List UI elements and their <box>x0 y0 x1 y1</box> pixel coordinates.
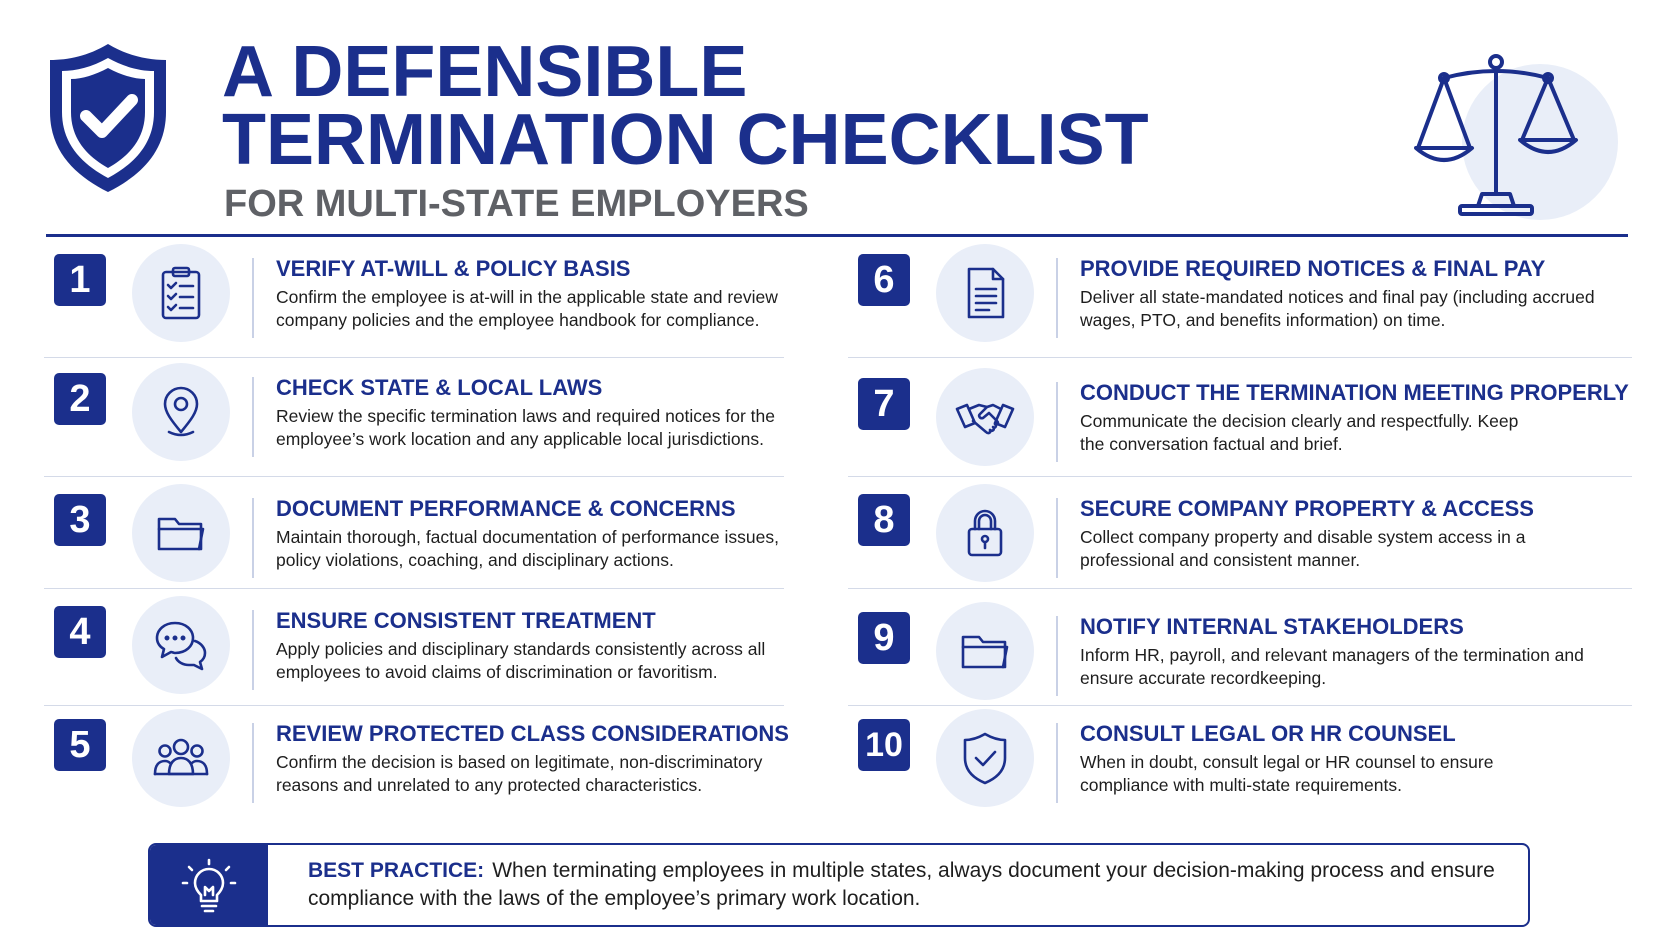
item-title: CHECK STATE & LOCAL LAWS <box>276 375 603 400</box>
checklist-item-5 <box>44 709 789 819</box>
item-number: 1 <box>54 254 106 306</box>
row-separator <box>848 357 1632 358</box>
item-number: 9 <box>858 612 910 664</box>
item-divider <box>1056 382 1058 462</box>
item-title: DOCUMENT PERFORMANCE & CONCERNS <box>276 496 736 521</box>
item-divider <box>1056 498 1058 578</box>
item-number: 7 <box>858 378 910 430</box>
chat-bubbles-icon <box>132 596 230 694</box>
item-title: ENSURE CONSISTENT TREATMENT <box>276 608 656 633</box>
row-separator <box>44 357 784 358</box>
item-title: NOTIFY INTERNAL STAKEHOLDERS <box>1080 614 1464 639</box>
item-description: Confirm the employee is at-will in the applicable state and review company policies and the employee handbook for compliance. <box>276 287 778 330</box>
item-number: 8 <box>858 494 910 546</box>
scales-of-justice-icon <box>1410 48 1620 228</box>
location-pin-icon <box>132 363 230 461</box>
item-description: Review the specific termination laws and required notices for the employee’s work location and any applicable local jurisdictions. <box>276 406 775 449</box>
clipboard-checklist-icon <box>132 244 230 342</box>
checklist-item-4 <box>44 596 784 706</box>
checklist-item-7 <box>848 368 1632 478</box>
people-group-icon <box>132 709 230 807</box>
item-title: VERIFY AT-WILL & POLICY BASIS <box>276 256 631 281</box>
item-description: Inform HR, payroll, and relevant managers of the termination and ensure accurate recordkeeping. <box>1080 645 1584 688</box>
item-number: 2 <box>54 373 106 425</box>
folder-icon <box>936 602 1034 700</box>
row-separator <box>44 476 784 477</box>
item-number: 3 <box>54 494 106 546</box>
best-practice-callout <box>148 843 1530 927</box>
row-separator <box>848 588 1632 589</box>
header-divider <box>46 234 1628 237</box>
item-title: REVIEW PROTECTED CLASS CONSIDERATIONS <box>276 721 789 746</box>
item-title: PROVIDE REQUIRED NOTICES & FINAL PAY <box>1080 256 1546 281</box>
handshake-icon <box>936 368 1034 466</box>
item-title: SECURE COMPANY PROPERTY & ACCESS <box>1080 496 1534 521</box>
checklist-item-3 <box>44 484 784 594</box>
checklist-item-9 <box>848 602 1632 712</box>
item-description: Apply policies and disciplinary standards consistently across all employees to avoid claims of discrimination or favoritism. <box>276 639 766 682</box>
item-number: 6 <box>858 254 910 306</box>
item-divider <box>1056 616 1058 696</box>
document-icon <box>936 244 1034 342</box>
row-separator <box>848 705 1632 706</box>
item-description: When in doubt, consult legal or HR counsel to ensure compliance with multi-state requirements. <box>1080 752 1494 795</box>
row-separator <box>44 705 784 706</box>
item-title: CONSULT LEGAL OR HR COUNSEL <box>1080 721 1456 746</box>
page-title <box>222 32 1149 180</box>
item-divider <box>252 498 254 578</box>
item-description: Deliver all state-mandated notices and final pay (including accrued wages, PTO, and benefits information) on time. <box>1080 287 1595 330</box>
shield-check-logo-icon <box>44 40 172 196</box>
item-number: 10 <box>858 719 910 771</box>
item-number: 5 <box>54 719 106 771</box>
checklist-item-8 <box>848 484 1632 594</box>
row-separator <box>848 476 1632 477</box>
item-number: 4 <box>54 606 106 658</box>
checklist-item-10 <box>848 709 1632 819</box>
checklist-item-6 <box>848 244 1632 354</box>
item-divider <box>252 377 254 457</box>
checklist-item-1 <box>44 244 784 354</box>
item-divider <box>1056 258 1058 338</box>
best-practice-body: When terminating employees in multiple states, always document your decision-making process and ensure compliance with the laws of the employee’s primary work location. <box>308 859 1495 910</box>
best-practice-text <box>308 857 1508 913</box>
title-line-1: A DEFENSIBLE <box>222 32 748 112</box>
shield-check-icon <box>936 709 1034 807</box>
item-divider <box>252 610 254 690</box>
item-title: CONDUCT THE TERMINATION MEETING PROPERLY <box>1080 380 1629 405</box>
best-practice-label: BEST PRACTICE: <box>308 859 485 882</box>
folder-icon <box>132 484 230 582</box>
item-divider <box>1056 723 1058 803</box>
item-description: Communicate the decision clearly and respectfully. Keep the conversation factual and brief. <box>1080 411 1519 454</box>
checklist-item-2 <box>44 363 784 473</box>
item-divider <box>252 723 254 803</box>
item-description: Maintain thorough, factual documentation of performance issues, policy violations, coaching, and disciplinary actions. <box>276 527 779 570</box>
item-description: Collect company property and disable system access in a professional and consistent manner. <box>1080 527 1526 570</box>
lightbulb-icon <box>150 845 268 925</box>
padlock-icon <box>936 484 1034 582</box>
item-description: Confirm the decision is based on legitimate, non-discriminatory reasons and unrelated to any protected characteristics. <box>276 752 763 795</box>
title-line-2: TERMINATION CHECKLIST <box>222 100 1149 180</box>
item-divider <box>252 258 254 338</box>
row-separator <box>44 588 784 589</box>
page-subtitle: FOR MULTI-STATE EMPLOYERS <box>224 183 809 225</box>
